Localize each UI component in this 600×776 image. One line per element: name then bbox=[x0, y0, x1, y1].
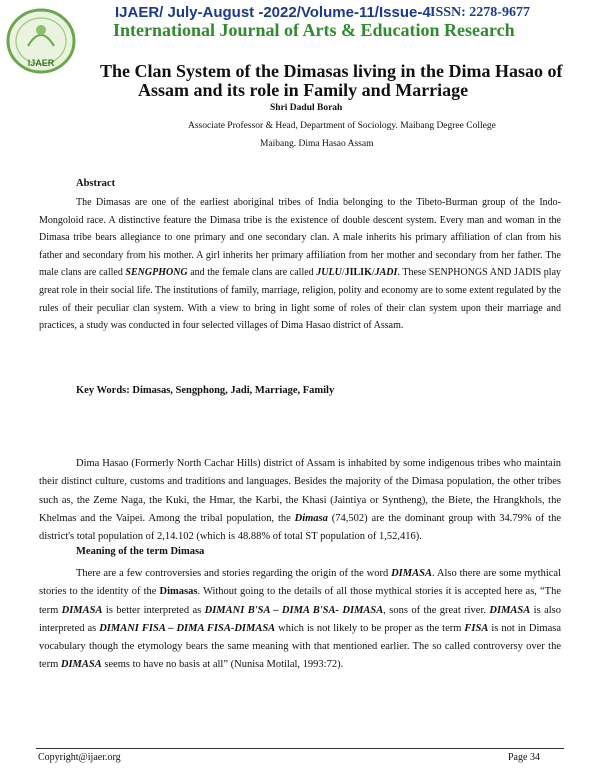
intro-paragraph bbox=[39, 455, 561, 546]
affiliation-location: Maibang. Dima Hasao Assam bbox=[260, 139, 374, 149]
keywords: Key Words: Dimasas, Sengphong, Jadi, Marriage, Family bbox=[76, 385, 335, 396]
term-dimani-fisa: DIMANI FISA – DIMA FISA-DIMASA bbox=[99, 622, 276, 634]
author: Shri Dadul Borah bbox=[270, 103, 343, 113]
issn: ISSN: 2278-9677 bbox=[430, 5, 530, 20]
abstract-text: The Dimasas are one of the earliest aboriginal tribes of India belonging to the Tibeto-Burman group of the Indo-Mongoloid race. A distinctive feature the Dimasa tribe is the existence of double descent system. Every man and woman in the Dimasa tribe bears allegiance to one primary and one secondary clan. A male inherits his primary affiliation of clan from his father and secondary from his mother. A girl inherits her primary affiliation from her mother and secondary from her father. The male clans are called bbox=[39, 197, 561, 279]
journal-logo bbox=[6, 8, 76, 74]
term-dimasa: DIMASA bbox=[489, 604, 531, 616]
slash: / bbox=[371, 267, 375, 279]
intro-text: Dima Hasao (Formerly North Cachar Hills) district of Assam is inhabited by some indigenous tribes who maintain their distinct culture, customs and traditions and languages. Besides the majority of the Dimasa population, the other tribes such as, the Zeme Naga, the Kuki, the Hmar, the Karbi, the Khasi (Jaintiya or Syntheng), the Biete, the Hrangkhols, the Khelmas and the Vaipei. Among the tribal population, the bbox=[39, 458, 561, 524]
section-text: is not in Dimasa vocabulary though the etymology bears the same meaning with that mentioned earlier. The so called controversy over the term bbox=[39, 622, 561, 671]
term-dimasa: Dimasa bbox=[294, 512, 328, 524]
section-heading: Meaning of the term Dimasa bbox=[76, 546, 205, 557]
affiliation: Associate Professor & Head, Department of Sociology. Maibang Degree College bbox=[188, 121, 496, 131]
title-line-1: The Clan System of the Dimasas living in the Dima Hasao of bbox=[100, 61, 563, 81]
term-dimasa: DIMASA bbox=[391, 568, 432, 579]
paper-title bbox=[100, 62, 570, 100]
abstract-heading: Abstract bbox=[76, 178, 116, 189]
section-paragraph bbox=[39, 565, 561, 675]
term-fisa: FISA bbox=[464, 622, 489, 634]
term-dimani-bsa: DIMANI B'SA – DIMA B'SA- DIMASA bbox=[204, 604, 384, 616]
footer-copyright: Copyright@ijaer.org bbox=[38, 752, 121, 763]
journal-issue: IJAER/ July-August -2022/Volume-11/Issue-4 bbox=[115, 4, 431, 21]
section-text: There are a few controversies and stories regarding the origin of the word bbox=[76, 568, 392, 579]
abstract-body bbox=[39, 194, 561, 335]
footer-divider bbox=[36, 748, 564, 749]
section-text: which is not likely to be proper as the term bbox=[275, 622, 465, 634]
slash: / bbox=[341, 267, 345, 279]
section-text: . Also there are some mythical stories to the identity of the bbox=[39, 568, 561, 598]
term-julu: JULU bbox=[316, 267, 342, 279]
section-text: is better interpreted as bbox=[102, 604, 205, 616]
term-dimasa: DIMASA bbox=[61, 604, 103, 616]
section-text: . Without going to the details of all those mythical stories it is accepted here as, “The term bbox=[39, 586, 561, 616]
section-text: is also interpreted as bbox=[39, 604, 561, 634]
term-sengphong: SENGPHONG bbox=[125, 267, 188, 279]
term-dimasa: DIMASA bbox=[60, 659, 102, 671]
intro-text: (74,502) are the dominant group with 34.79% of the district's total population of 2,14.102 (which is 48.88% of total ST population of 1,52,416). bbox=[39, 512, 561, 543]
section-text: seems to have no basis at all” (Nunisa Motilal, 1993:72). bbox=[101, 659, 344, 671]
abstract-text: and the female clans are called bbox=[187, 267, 317, 279]
journal-name: International Journal of Arts & Education Research bbox=[113, 20, 515, 40]
logo-text: IJAER bbox=[27, 58, 55, 68]
page-number: Page 34 bbox=[508, 752, 540, 763]
title-line-2: Assam and its role in Family and Marriage bbox=[138, 80, 469, 100]
abstract-text: . These SENPHONGS AND JADIS play great role in their social life. The institutions of family, marriage, religion, polity and economy are to some extent regulated by the rules of their peculiar clan system. With a view to bring in light some of roles of their clan system upon their marriage and practices, a study was conducted in four selected villages of Dima Hasao district of Assam. bbox=[39, 267, 562, 332]
term-dimasas: Dimasas bbox=[159, 586, 198, 598]
term-jadi: JADI bbox=[374, 267, 398, 279]
section-text: , sons of the great river. bbox=[383, 604, 490, 616]
term-jilik: JILIK bbox=[344, 267, 372, 279]
